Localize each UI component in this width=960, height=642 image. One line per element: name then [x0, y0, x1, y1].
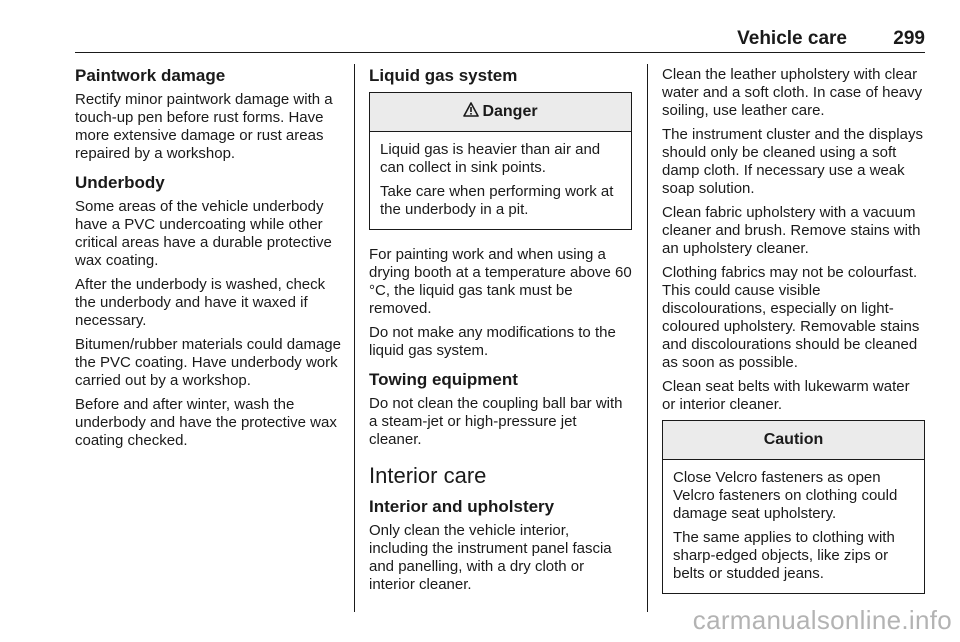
paragraph: Clean seat belts with lukewarm water or interior cleaner. — [662, 378, 910, 413]
watermark: carmanualsonline.info — [692, 605, 952, 635]
danger-box — [369, 92, 632, 230]
danger-box-header — [370, 93, 631, 132]
paragraph: The same applies to clothing with sharp-edged objects, like zips or belts or studded jeans. — [673, 529, 895, 582]
paragraph: Only clean the vehicle interior, including the instrument panel fascia and panelling, with a dry cloth or interior cleaner. — [369, 522, 612, 593]
column-divider — [647, 64, 648, 612]
column-middle — [369, 66, 632, 600]
heading-interior-and-upholstery: Interior and upholstery — [369, 497, 555, 516]
caution-box — [662, 420, 925, 594]
paragraph: Take care when performing work at the underbody in a pit. — [380, 183, 614, 218]
paragraph: Clean the leather upholstery with clear water and a soft cloth. In case of heavy soiling, use leather care. — [662, 66, 923, 119]
paragraph: Before and after winter, wash the underbody and have the protective wax coating checked. — [75, 396, 337, 449]
paragraph: For painting work and when using a drying booth at a temperature above 60 °C, the liquid gas tank must be removed. — [369, 246, 632, 317]
heading-liquid-gas-system: Liquid gas system — [369, 66, 518, 85]
paragraph: Clean fabric upholstery with a vacuum cleaner and brush. Remove stains with an upholstery cleaner. — [662, 204, 921, 257]
paragraph: Close Velcro fasteners as open Velcro fasteners on clothing could damage seat upholstery. — [673, 469, 898, 522]
paragraph: Do not make any modifications to the liquid gas system. — [369, 324, 616, 359]
paragraph: After the underbody is washed, check the underbody and have it waxed if necessary. — [75, 276, 326, 329]
paragraph: Rectify minor paintwork damage with a touch-up pen before rust forms. Have more extensive damage or rust areas repaired by a workshop. — [75, 91, 333, 162]
danger-title: Danger — [482, 103, 538, 120]
page-number: 299 — [893, 28, 925, 49]
paragraph: Some areas of the vehicle underbody have a PVC undercoating while other critical areas have a durable protective wax coating. — [75, 198, 332, 269]
caution-box-header — [663, 421, 924, 460]
heading-interior-care: Interior care — [369, 463, 487, 488]
page-title: Vehicle care — [737, 28, 847, 49]
heading-towing-equipment: Towing equipment — [369, 370, 518, 389]
column-right — [662, 66, 925, 610]
paragraph: Liquid gas is heavier than air and can collect in sink points. — [380, 141, 601, 176]
caution-title: Caution — [763, 431, 824, 448]
paragraph: Do not clean the coupling ball bar with a steam-jet or high-pressure jet cleaner. — [369, 395, 623, 448]
page-header — [75, 28, 925, 53]
paragraph: The instrument cluster and the displays should only be cleaned using a soft damp cloth. If necessary use a weak soap solution. — [662, 126, 923, 197]
heading-paintwork-damage: Paintwork damage — [75, 66, 226, 85]
column-divider — [354, 64, 355, 612]
paragraph: Clothing fabrics may not be colourfast. This could cause visible discolourations, especially on light-coloured upholstery. Removable stains and discolourations should be cleaned as soon as possible. — [662, 264, 920, 371]
warning-triangle-icon — [463, 102, 479, 122]
column-left — [75, 66, 343, 456]
paragraph: Bitumen/rubber materials could damage the PVC coating. Have underbody work carried out by a workshop. — [75, 336, 341, 389]
heading-underbody: Underbody — [75, 173, 165, 192]
